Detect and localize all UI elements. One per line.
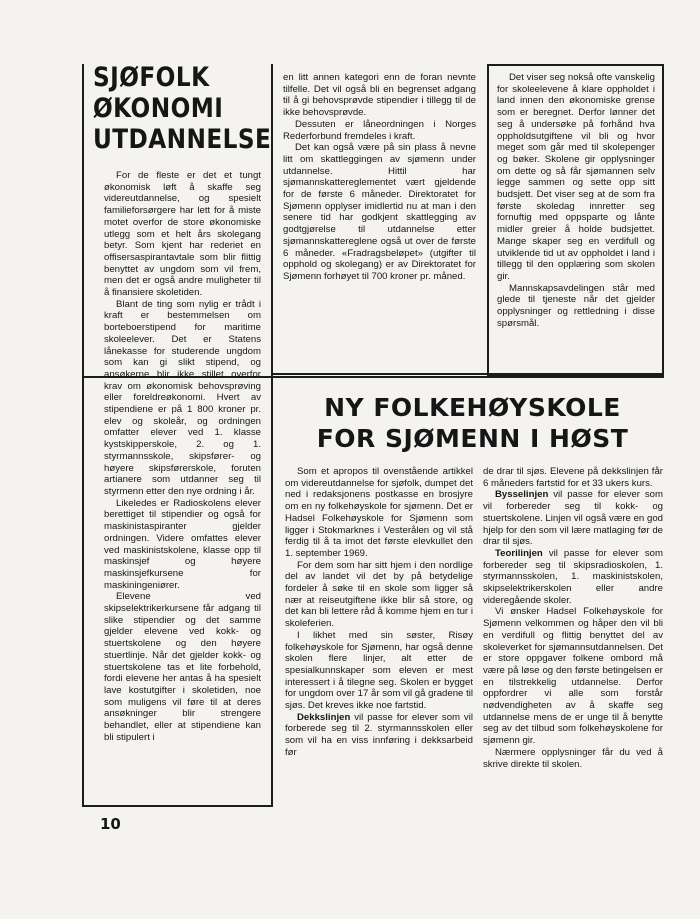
- headline-economy: [93, 62, 272, 155]
- article-economy-column-3: [497, 72, 655, 368]
- headline-line: NY FOLKEHØYSKOLE: [324, 393, 621, 422]
- paragraph: Blant de ting som nylig er trådt i kraft er bestemmelsen om borteboerstipend for maritime skoleelever. Det er Statens lånekasse for studerende ungdom som kan gi slikt stipend, og ansøkerne blir ikke stillet overfor krav om økonomisk behovsprøving eller foreldreøkonomi. Hvert av stipendiene er på 1 800 kroner pr. elev og skoleår, og ordningen omfatter elever ved 1. klasse kystskipperskole, 2. og 1. styrmannsskole, skipsfører- og høyere skipsførerskole, foruten artianere som utdanner seg til styrmenn etter den nye ordning i år.: [104, 298, 261, 497]
- paragraph: [483, 489, 663, 548]
- line-name: Dekkslinjen: [297, 711, 351, 723]
- headline-line: FOR SJØMENN I HØST: [316, 424, 629, 453]
- paragraph: de drar til sjøs. Elevene på dekkslinjen får 6 måneders fartstid for et 33 ukers kurs.: [483, 466, 663, 489]
- headline-folk-high-school: [275, 392, 670, 454]
- paragraph: Likeledes er Radioskolens elever berettiget til stipendier og også for maskinistaspiranter gjelder ordningen. Videre omfattes elever ved maskinistskolene, klasse opp til maskinsjef og høyere maskinsjefkursene for maskiningeniører.: [104, 497, 261, 591]
- line-description: vil passe for elever som forbereder seg til skipsradioskolen, 1. styrmannsskolen, 1. maskinistskolen, skipselektrikerskolen eller andre videregående skoler.: [483, 547, 663, 606]
- paragraph: For de fleste er det et tungt økonomisk løft å skaffe seg videreutdannelse, og spesielt familieforsørgere har lett for å miste motet overfor de store økonomiske utlegg som et helt års skolegang betyr. Som kjent har rederiet en offisersaspirantavtale som blir flittig benyttet av ungdom som vil frem, men det er også andre muligheter til å finansiere skoletiden.: [104, 170, 261, 299]
- paragraph: Nærmere opplysninger får du ved å skrive direkte til skolen.: [483, 746, 663, 770]
- paragraph: en litt annen kategori enn de foran nevnte tilfelle. Det vil også bli en begrenset adgang til å gi behovsprøvde stipendier i tillegg til de ikke behovsprøvde.: [283, 72, 476, 119]
- paragraph: [483, 548, 663, 607]
- paragraph: Dessuten er låneordningen i Norges Rederforbund fremdeles i kraft.: [283, 118, 476, 142]
- article-economy-column-2: [283, 72, 476, 368]
- headline-line: UTDANNELSE: [93, 124, 272, 155]
- paragraph: Mannskapsavdelingen står med glede til tjeneste når det gjelder opplysninger og rettledning i disse spørsmål.: [497, 282, 655, 329]
- paragraph: Det viser seg nokså ofte vanskelig for skoleelevene å klare oppholdet i land innen den økonomiske grense som er beregnet. Derfor lønner det seg å undersøke på forhånd hva oppholdsutgiftene vil bli og hvor meget som går med til skolepenger og bøker. Skolene gir opplysninger om dette og så får sjømannen selv legge sammen og sette opp sitt budsjett. Det viser seg at de som fra første skoledag innretter seg fornuftig med oppsparte og lånte midler greier å holde budsjettet. Mange skaper seg en verdifull og utviklende tid ut av oppholdet i land i tillegg til den opplæring som skolen gir.: [497, 72, 655, 282]
- headline-line: ØKONOMI: [93, 93, 224, 124]
- paragraph: For dem som har sitt hjem i den nordlige del av landet vil det by på betydelige fordeler å søke til en skole som ligger så nær at reiseutgiftene ikke blir så store, og det kan bli lettere råd å komme hjem en tur i skoleferien.: [285, 559, 473, 630]
- paragraph: Vi ønsker Hadsel Folkehøyskole for Sjømenn velkommen og håper den vil bli en verdifull og flittig benyttet del av skoleverket for sjømannsutdannelsen. Det er store oppgaver folkene ombord må være på løse og den første betingelsen er en tilstrekkelig utdannelse. Derfor oppfordrer vi alle som forstår nødvendigheten av å skaffe seg utdannelse mens de er unge til å benytte seg av det tilbud som folkehøyskolene for sjømenn gir.: [483, 606, 663, 747]
- paragraph: I likhet med sin søster, Risøy folkehøyskole for Sjømenn, har også denne skolen flere linjer, alt etter de spesialkunnskaper som eleven er mest interessert i å tilegne seg. Skolen er bygget for ungdom over 17 år som vil gå gradene til sjøs. Det kreves ikke noe fartstid.: [285, 629, 473, 712]
- headline-line: SJØFOLK: [93, 62, 210, 93]
- line-name: Teorilinjen: [495, 547, 543, 559]
- paragraph: Det kan også være på sin plass å nevne litt om skattleggingen av sjømenn under utdannelse. Hittil har sjømannskattereglementet vært gjeldende for de første 6 måneder. Direktoratet for Sjømenn opplyser imidlertid nu at man i den senere tid har godkjent skattlegging av godtgjørelse til utdannelse etter sjømannskattereglene også ut over de første 6 måneder. «Fradragsbeløpet» (utgifter til opphold og skolegang) er av Direktoratet for Sjømenn forhøyet til 700 kroner pr. måned.: [283, 142, 476, 282]
- paragraph: Elevene ved skipselektrikerkursene får adgang til slike stipendier og det samme gjelder elevene ved kokk- og stuertskolene og den høyere stuertlinje. Når det gjelder kokk- og stuertskolene tas et lite forbehold, fordi elevene her antas å ha spesielt lave kostutgifter i skoletiden, noe som muligens vil føre til at deres ansøkninger blir strengere behandlet, eller at stipendiene kan bli stipulert i: [104, 591, 261, 743]
- paragraph: [285, 712, 473, 759]
- article-economy-column-1: [104, 170, 261, 798]
- article-school-column-2: [483, 466, 663, 814]
- article-school-column-1: [285, 466, 473, 814]
- paragraph: Som et apropos til ovenstående artikkel om videreutdannelse for sjøfolk, dumpet det ned i redaksjonens postkasse en brosjyre om en ny folkehøyskole for sjømenn. Det er Hadsel Folkehøyskole for Sjømenn som ligger i Stokmarknes i Vesterålen og vil stå ferdig til å ta imot det første elevkullet den 1. september 1969.: [285, 466, 473, 559]
- article-divider: [271, 373, 664, 375]
- page-number: 10: [100, 815, 121, 833]
- line-description: vil passe for elever som vil forberede seg til 2. styrmannsskolen eller som vil ha en viss innføring i dekksarbeid før: [285, 711, 473, 758]
- line-description: vil passe for elever som vil forbereder seg til kokk- og stuertskolene. Linjen vil også være en god hjelp for den som vil lære matlaging før de drar til sjøs.: [483, 489, 663, 548]
- line-name: Bysselinjen: [495, 489, 549, 501]
